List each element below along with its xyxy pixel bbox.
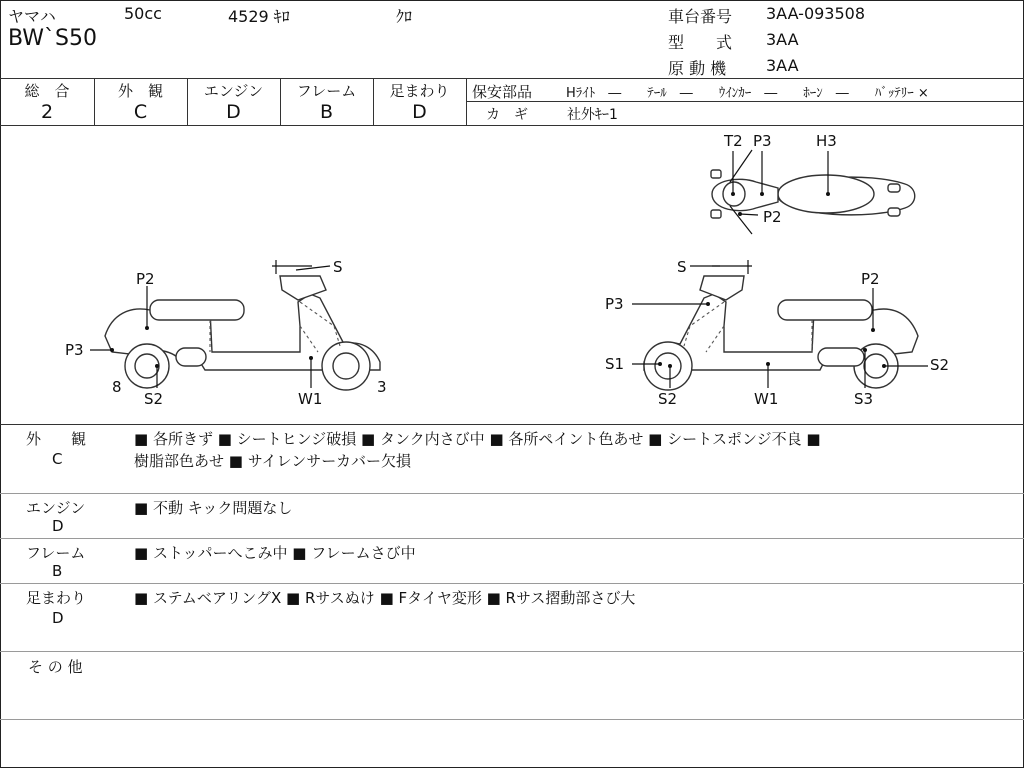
label-right-p3: P3 <box>605 295 624 313</box>
frame-no-label: 車台番号 <box>668 7 733 26</box>
overall-label: 総 合 <box>24 82 70 100</box>
damage-diagram <box>0 126 1024 424</box>
type-value: 3AA <box>766 30 799 49</box>
note-line: ■ 各所きず ■ シートヒンジ破損 ■ タンク内さび中 ■ 各所ペイント色あせ ■ シートスポンジ不良 ■ <box>134 430 821 448</box>
divider <box>0 424 1024 425</box>
label-top-t2: T2 <box>724 132 743 150</box>
note-grade: B <box>52 562 63 580</box>
model-name: BW`S50 <box>8 26 98 51</box>
key-label: カ ギ <box>486 107 528 123</box>
type-label: 型 式 <box>668 33 733 52</box>
safety-label: 保安部品 <box>472 83 533 101</box>
note-line: ■ ステムベアリングX ■ Rサスぬけ ■ Fタイヤ変形 ■ Rサス摺動部さび大 <box>134 589 636 607</box>
suspension-grade: D <box>412 101 427 123</box>
color: ｸﾛ <box>396 7 413 26</box>
label-right-w1: W1 <box>754 390 779 408</box>
label-right-s3: S3 <box>854 390 874 408</box>
label-left-p2: P2 <box>136 270 155 288</box>
label-top-p2: P2 <box>763 208 782 226</box>
note-grade: C <box>52 450 63 468</box>
label-left-s2: S2 <box>144 390 164 408</box>
frame-label: フレーム <box>296 82 357 100</box>
label-left-p3: P3 <box>65 341 84 359</box>
scooter-right-view <box>632 260 928 390</box>
scooter-left-view <box>90 260 380 390</box>
scooter-top-view <box>711 150 915 234</box>
label-right-p2: P2 <box>861 270 880 288</box>
exterior-label: 外 観 <box>117 82 163 100</box>
note-line: ■ 不動 キック問題なし <box>134 499 293 517</box>
divider <box>0 651 1024 652</box>
note-category: フレーム <box>26 544 86 562</box>
label-top-h3: H3 <box>816 132 837 150</box>
note-category: エンジン <box>26 499 86 517</box>
divider <box>0 583 1024 584</box>
suspension-label: 足まわり <box>389 82 450 100</box>
overall-grade: 2 <box>40 101 54 123</box>
engine-model-label: 原 動 機 <box>668 59 727 78</box>
key-value: 社外ｷｰ1 <box>567 107 618 123</box>
note-category: 足まわり <box>26 589 87 607</box>
label-top-p3: P3 <box>753 132 772 150</box>
note-line: 樹脂部色あせ ■ サイレンサーカバー欠損 <box>134 452 411 470</box>
label-left-3: 3 <box>377 378 387 396</box>
safety-items: Hﾗｲﾄ ― ﾃｰﾙ ― ｳｲﾝｶｰ ― ﾎｰﾝ ― ﾊﾞｯﾃﾘｰ × <box>566 86 929 101</box>
maker: ヤマハ <box>8 7 56 26</box>
label-right-s1: S1 <box>605 355 625 373</box>
engine-label: エンジン <box>203 82 264 100</box>
mileage: 4529 ｷﾛ <box>228 7 290 26</box>
engine-model-value: 3AA <box>766 56 799 75</box>
label-right-s2a: S2 <box>658 390 678 408</box>
divider <box>0 538 1024 539</box>
frame-no-value: 3AA-093508 <box>766 4 866 23</box>
engine-grade: D <box>226 101 241 123</box>
other-label: そ の 他 <box>28 658 83 676</box>
frame-grade: B <box>319 101 334 123</box>
divider <box>0 493 1024 494</box>
note-line: ■ ストッパーへこみ中 ■ フレームさび中 <box>134 544 416 562</box>
note-category: 外 観 <box>26 430 87 448</box>
exterior-grade: C <box>133 101 148 123</box>
label-right-s: S <box>677 258 687 276</box>
displacement: 50cc <box>124 4 162 23</box>
label-right-s2b: S2 <box>930 356 950 374</box>
label-left-s: S <box>333 258 343 276</box>
divider <box>466 101 1024 102</box>
label-left-w1: W1 <box>298 390 323 408</box>
note-grade: D <box>52 609 64 627</box>
label-left-8: 8 <box>112 378 122 396</box>
divider <box>0 719 1024 720</box>
divider <box>0 78 1024 79</box>
note-grade: D <box>52 517 64 535</box>
